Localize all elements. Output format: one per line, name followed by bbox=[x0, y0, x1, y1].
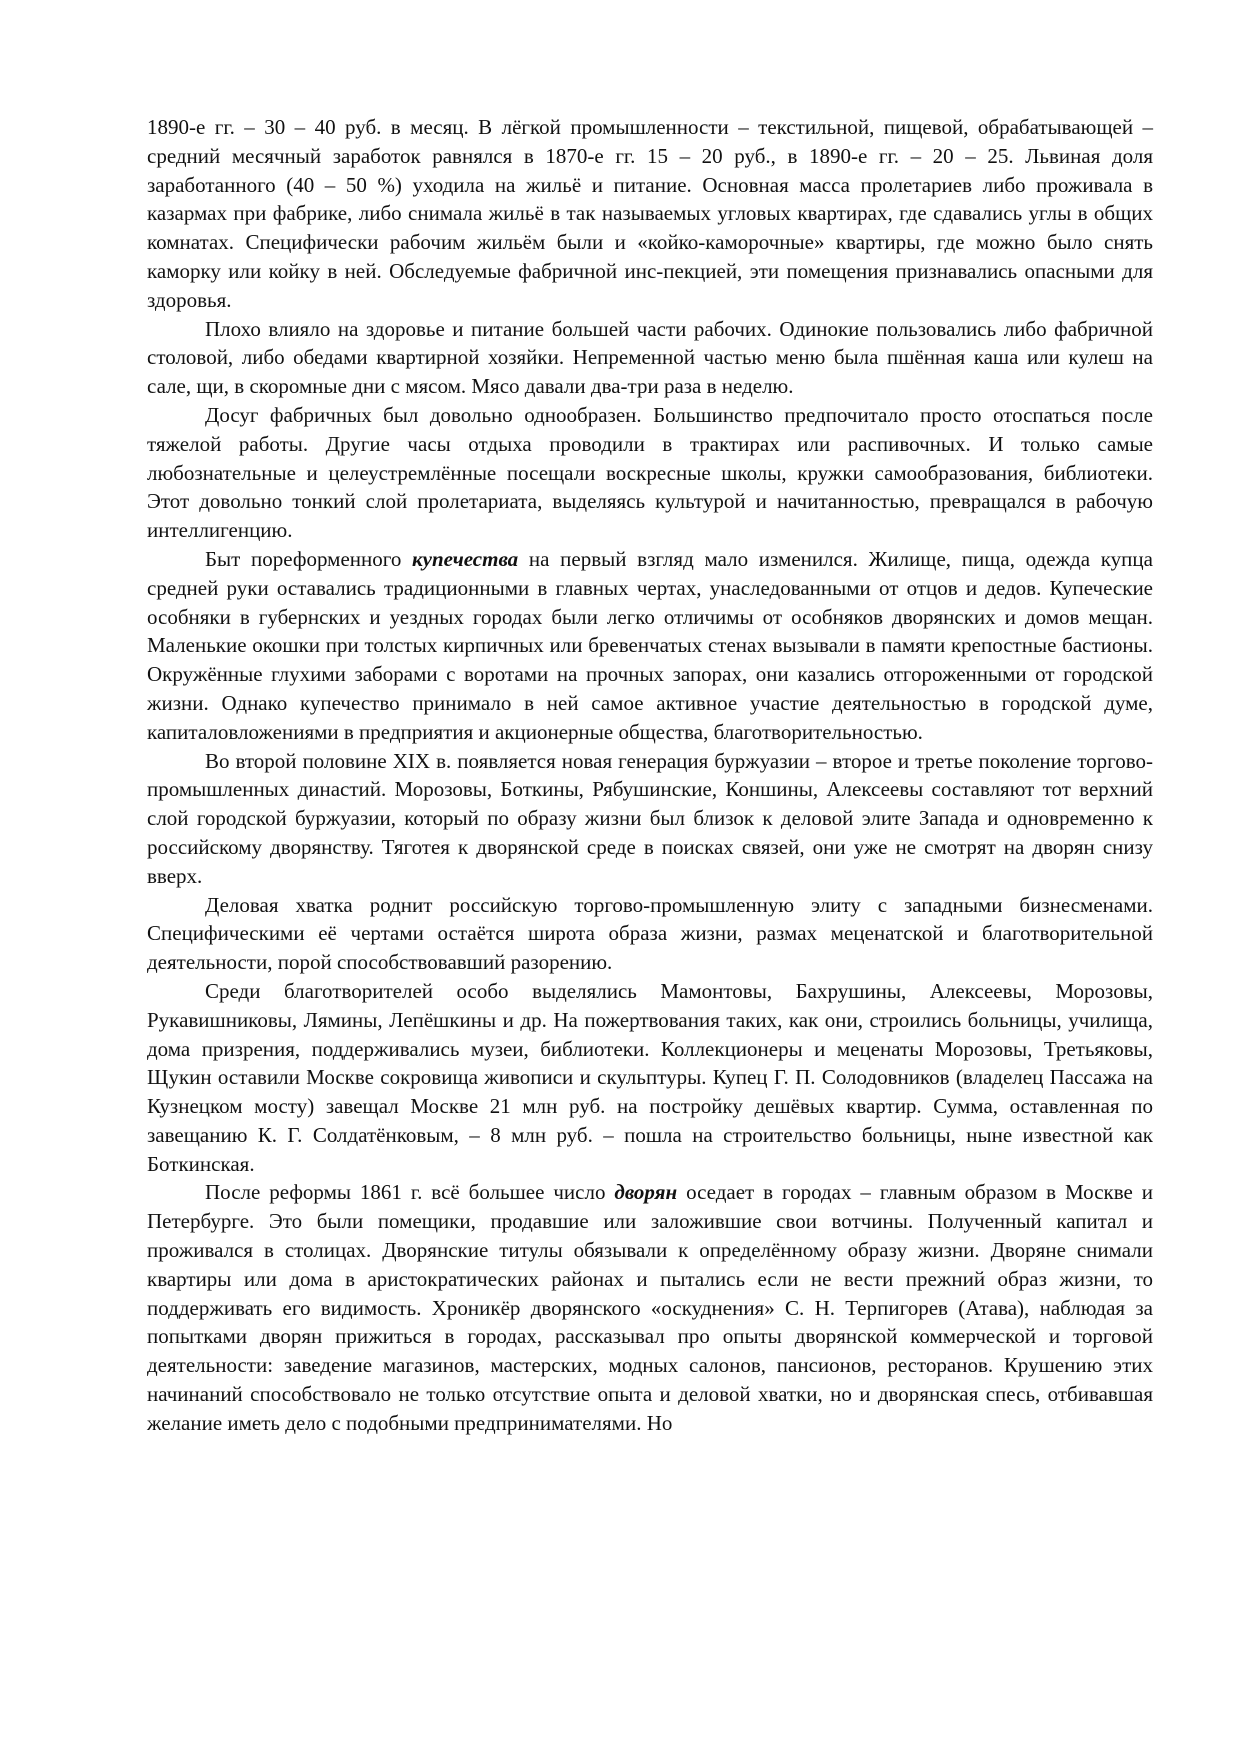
paragraph-1: 1890-е гг. – 30 – 40 руб. в месяц. В лёгкой промышленности – текстильной, пищевой, обрабатывающей – средний месячный заработок равнялся в 1870-е гг. 15 – 20 руб., в 1890-е гг. – 20 – 25. Львиная доля заработанного (40 – 50 %) уходила на жильё и питание. Основная масса пролетариев либо проживала в казармах при фабрике, либо снимала жильё в так называемых угловых квартирах, где сдавались углы в общих комнатах. Специфически рабочим жильём были и «койко-каморочные» квартиры, где можно было снять каморку или койку в ней. Обследуемые фабричной инс-пекцией, эти помещения признавались опасными для здоровья. bbox=[147, 115, 1153, 312]
paragraph-4-lead: Быт пореформенного bbox=[205, 546, 413, 571]
emphasis-merchants: купечества bbox=[412, 546, 519, 571]
paragraph-2: Плохо влияло на здоровье и питание большей части рабочих. Одинокие пользовались либо фабричной столовой, либо обедами квартирной хозяйки. Непременной частью меню была пшённая каша или кулеш на сале, щи, в скоромные дни с мясом. Мясо давали два-три раза в неделю. bbox=[147, 316, 1153, 399]
paragraph-4 bbox=[147, 545, 1153, 747]
paragraph-8-lead: После реформы 1861 г. всё большее число bbox=[205, 1180, 615, 1205]
paragraph-8 bbox=[147, 1178, 1153, 1437]
paragraph-4-rest: на первый взгляд мало изменился. Жилище, пища, одежда купца средней руки оставались традиционными в главных чертах, унаследованными от отцов и дедов. Купеческие особняки в губернских и уездных городах были легко отличимы от особняков дворянских и домов мещан. Маленькие окошки при толстых кирпичных или бревенчатых стенах вызывали в памяти крепостные бастионы. Окружённые глухими заборами с воротами на прочных запорах, они казались отгороженными от городской жизни. Однако купечество принимало в ней самое активное участие деятельностью в городской думе, капиталовложениями в предприятия и акционерные общества, благотворительностью. bbox=[147, 546, 1153, 744]
paragraph-5: Во второй половине XIX в. появляется новая генерация буржуазии – второе и третье поколение торгово-промышленных династий. Морозовы, Боткины, Рябушинские, Коншины, Алексеевы составляют тот верхний слой городской буржуазии, который по образу жизни был близок к деловой элите Запада и одновременно к российскому дворянству. Тяготея к дворянской среде в поисках связей, они уже не смотрят на дворян снизу вверх. bbox=[147, 748, 1153, 888]
paragraph-6: Деловая хватка роднит российскую торгово-промышленную элиту с западными бизнесменами. Специфическими её чертами остаётся широта образа жизни, размах меценатской и благотворительной деятельности, порой способствовавший разорению. bbox=[147, 892, 1153, 975]
paragraph-8-rest: оседает в городах – главным образом в Москве и Петербурге. Это были помещики, продавшие или заложившие свои вотчины. Полученный капитал и проживался в столицах. Дворянские титулы обязывали к определённому образу жизни. Дворяне снимали квартиры или дома в аристократических районах и пытались если не вести прежний образ жизни, то поддерживать его видимость. Хроникёр дворянского «оскуднения» С. Н. Терпигорев (Атава), наблюдая за попытками дворян прижиться в городах, рассказывал про опыты дворянской коммерческой и торговой деятельности: заведение магазинов, мастерских, модных салонов, пансионов, ресторанов. Крушению этих начинаний способствовало не только отсутствие опыта и деловой хватки, но и дворянская спесь, отбивавшая желание иметь дело с подобными предпринимателями. Но bbox=[147, 1180, 1153, 1435]
paragraph-7: Среди благотворителей особо выделялись Мамонтовы, Бахрушины, Алексеевы, Морозовы, Рукавишниковы, Лямины, Лепёшкины и др. На пожертвования таких, как они, строились больницы, училища, дома призрения, поддерживались музеи, библиотеки. Коллекционеры и меценаты Морозовы, Третьяковы, Щукин оставили Москве сокровища живописи и скульптуры. Купец Г. П. Солодовников (владелец Пассажа на Кузнецком мосту) завещал Москве 21 млн руб. на постройку дешёвых квартир. Сумма, оставленная по завещанию К. Г. Солдатёнковым, – 8 млн руб. – пошла на строительство больницы, ныне известной как Боткинская. bbox=[147, 978, 1153, 1176]
emphasis-nobility: дворян bbox=[614, 1180, 678, 1205]
paragraph-3: Досуг фабричных был довольно однообразен. Большинство предпочитало просто отоспаться после тяжелой работы. Другие часы отдыха проводили в трактирах или распивочных. И только самые любознательные и целеустремлённые посещали воскресные школы, кружки самообразования, библиотеки. Этот довольно тонкий слой пролетариата, выделяясь культурой и начитанностью, превращался в рабочую интеллигенцию. bbox=[147, 402, 1153, 543]
